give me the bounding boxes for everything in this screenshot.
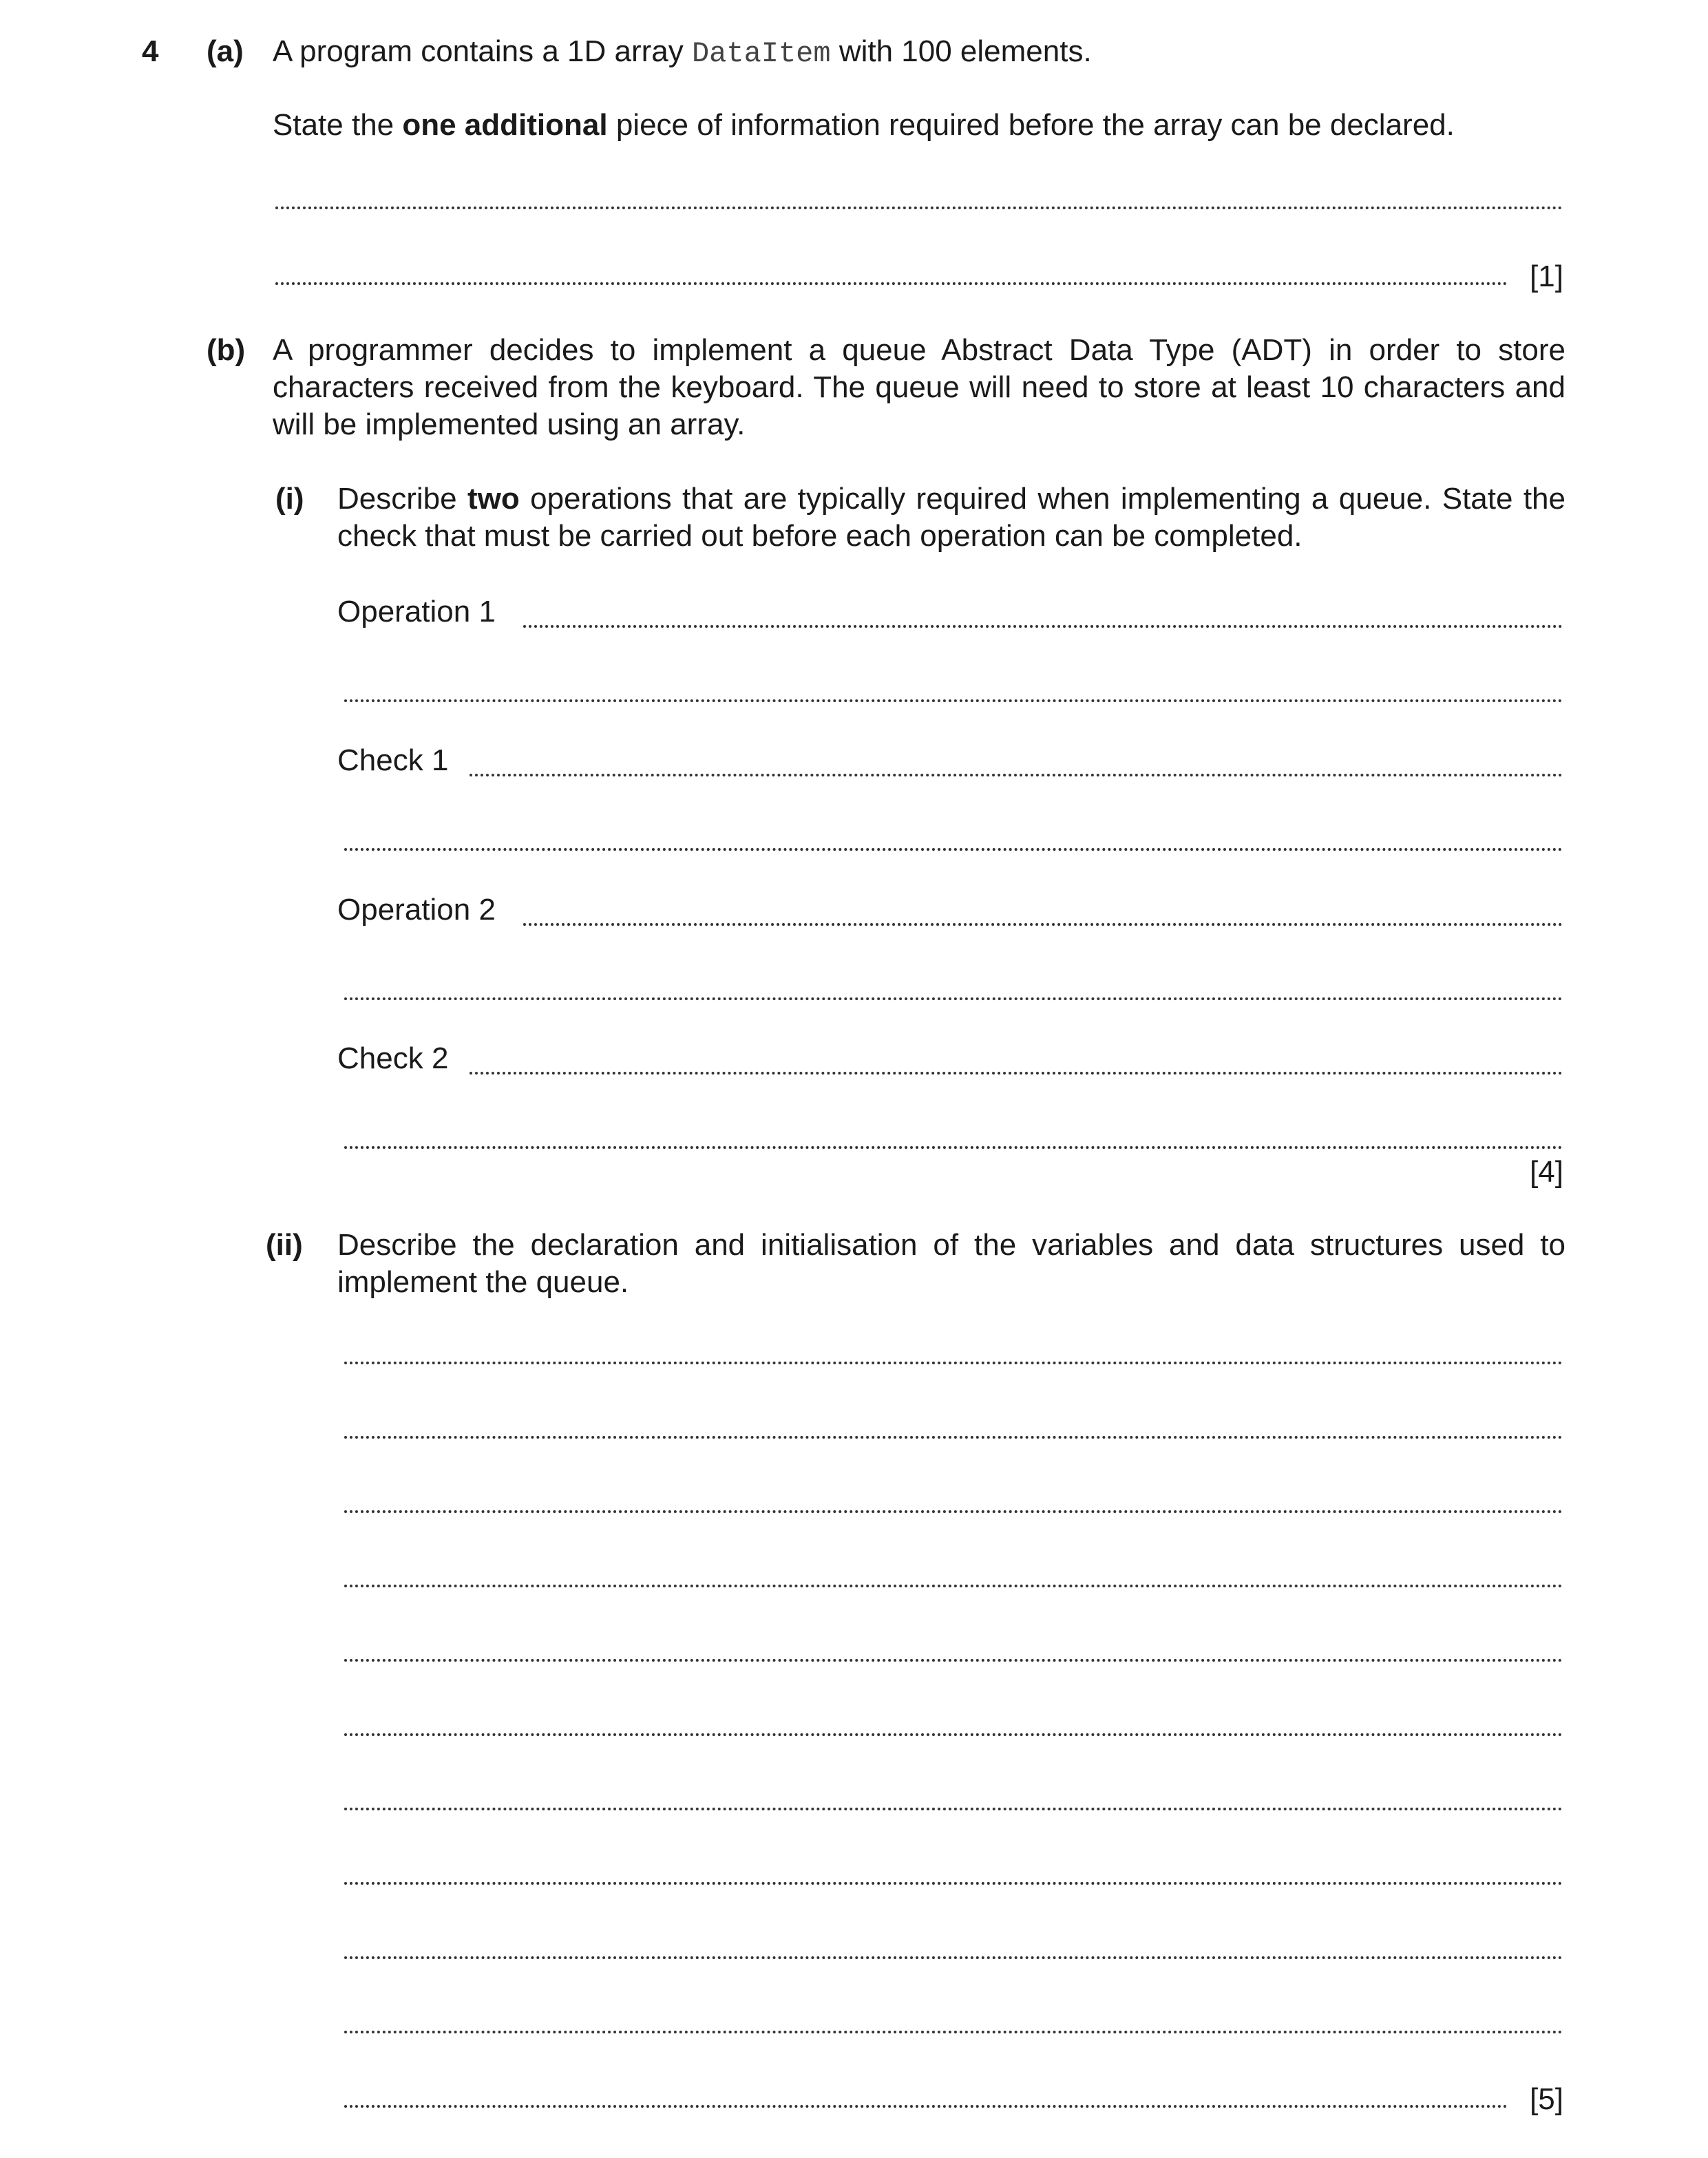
part-a-intro-post: with 100 elements. (830, 34, 1092, 68)
sub-ii-line-5[interactable] (344, 1659, 1563, 1662)
check1-line-1[interactable] (470, 774, 1563, 776)
operation2-line-1[interactable] (523, 923, 1563, 926)
operation1-line-1[interactable] (523, 625, 1563, 628)
part-a-state-pre: State the (273, 108, 403, 142)
sub-ii-line-10[interactable] (344, 2031, 1563, 2033)
sub-ii-line-8[interactable] (344, 1882, 1563, 1885)
check1-label: Check 1 (337, 743, 449, 777)
part-a-intro-pre: A program contains a 1D array (273, 34, 692, 68)
part-a-state-bold: one additional (402, 108, 608, 142)
part-b-label: (b) (207, 333, 246, 367)
sub-ii-line-9[interactable] (344, 1956, 1563, 1959)
operation1-line-2[interactable] (344, 699, 1563, 702)
sub-ii-line-2[interactable] (344, 1436, 1563, 1439)
sub-ii-text: Describe the declaration and initialisation of the variables and data structures used to implement the queue. (337, 1228, 1565, 1299)
sub-ii-marks: [5] (1530, 2082, 1563, 2116)
sub-ii-label: (ii) (266, 1228, 303, 1262)
sub-i-text-pre: Describe (337, 482, 467, 516)
check1-line-2[interactable] (344, 848, 1563, 851)
part-a-label: (a) (207, 34, 244, 68)
sub-ii-line-4[interactable] (344, 1585, 1563, 1587)
sub-ii-line-6[interactable] (344, 1733, 1563, 1736)
answer-line-a-1[interactable] (275, 207, 1563, 209)
part-a-state-post: piece of information required before the array can be declared. (607, 108, 1455, 142)
check2-label: Check 2 (337, 1041, 449, 1075)
answer-line-a-2[interactable] (275, 282, 1508, 285)
sub-i-label: (i) (275, 482, 304, 516)
operation2-line-2[interactable] (344, 997, 1563, 1000)
sub-i-text (337, 480, 1565, 555)
check2-line-1[interactable] (470, 1072, 1563, 1075)
check2-line-2[interactable] (344, 1146, 1563, 1149)
sub-i-text-bold: two (467, 482, 520, 516)
sub-i-marks: [4] (1530, 1155, 1563, 1189)
sub-ii-line-3[interactable] (344, 1510, 1563, 1513)
array-name: DataItem (691, 37, 831, 70)
operation1-label: Operation 1 (337, 595, 496, 628)
sub-ii-line-7[interactable] (344, 1808, 1563, 1810)
part-a-marks: [1] (1530, 260, 1563, 293)
sub-ii-line-11[interactable] (344, 2105, 1508, 2108)
part-b-text: A programmer decides to implement a queue Abstract Data Type (ADT) in order to store characters received from the keyboard. The queue will need to store at least 10 characters and will be implemented using an array. (273, 333, 1565, 441)
sub-i-text-post: operations that are typically required when implementing a queue. State the check that must be carried out before each operation can be completed. (337, 482, 1565, 553)
sub-ii-line-1[interactable] (344, 1362, 1563, 1364)
question-number: 4 (142, 34, 159, 68)
part-a-intro (273, 33, 1092, 72)
part-a-instruction (273, 107, 1455, 144)
operation2-label: Operation 2 (337, 893, 496, 927)
